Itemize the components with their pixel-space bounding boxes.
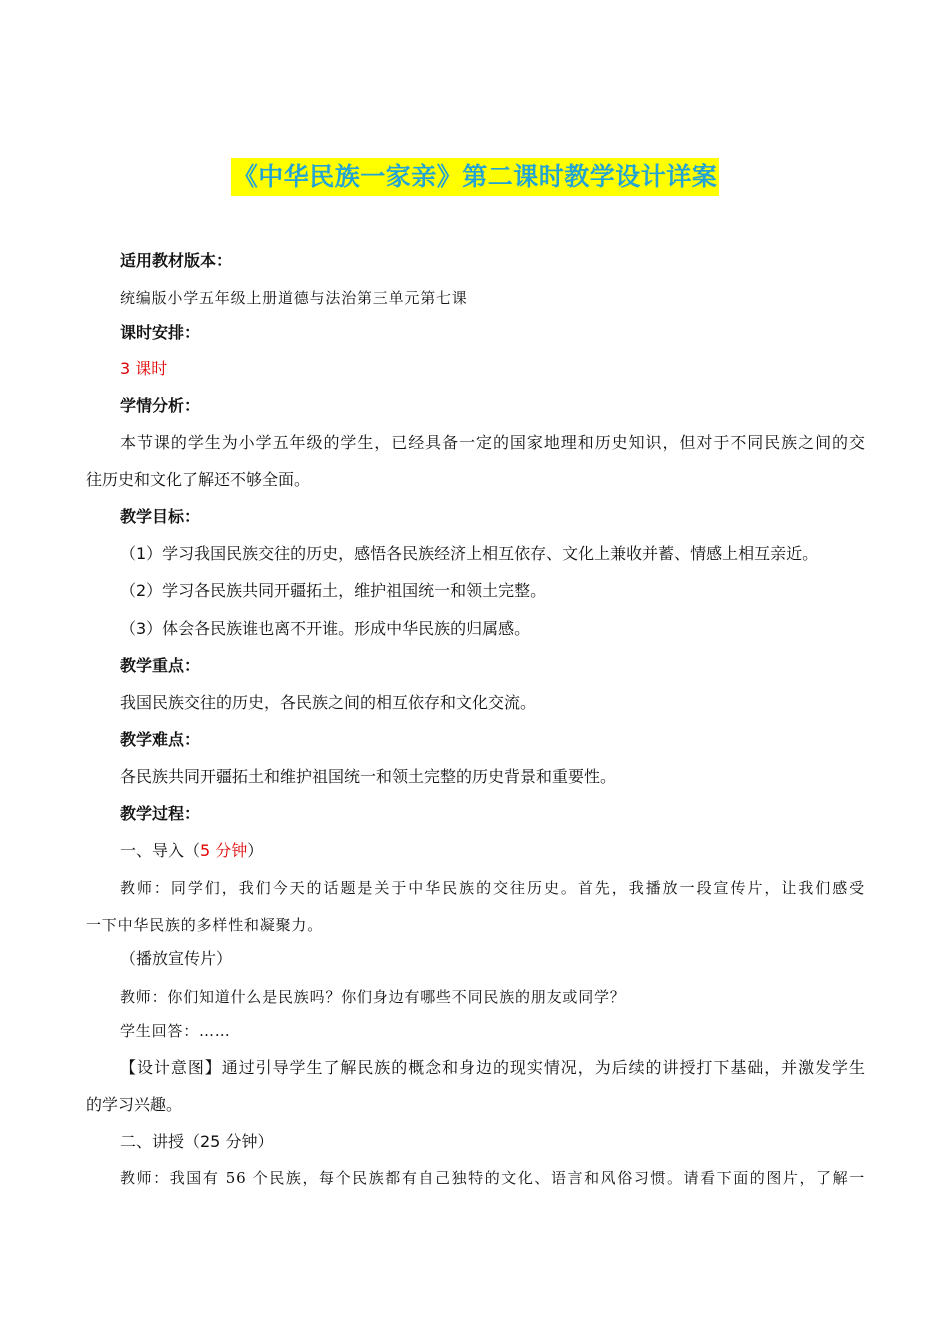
step1-heading <box>120 840 263 862</box>
analysis-label: 学情分析： <box>120 396 201 415</box>
difficulties-value: 各民族共同开疆拓土和维护祖国统一和领土完整的历史背景和重要性。 <box>120 767 617 786</box>
key-points-label: 教学重点： <box>120 656 201 675</box>
textbook-label: 适用教材版本： <box>120 251 233 270</box>
step1-intent-line-1: 【设计意图】通过引导学生了解民族的概念和身边的现实情况，为后续的讲授打下基础，并激发学生 <box>120 1058 865 1077</box>
step1-student-answer: 学生回答：…… <box>120 1022 231 1040</box>
step1-heading-prefix: 一、导入（ <box>120 841 201 860</box>
step2-teacher-line-1: 教师：我国有 56 个民族，每个民族都有自己独特的文化、语言和风俗习惯。请看下面的图片，了解一 <box>120 1169 865 1187</box>
analysis-line-2: 往历史和文化了解还不够全面。 <box>86 470 311 489</box>
textbook-value: 统编版小学五年级上册道德与法治第三单元第七课 <box>120 289 468 307</box>
schedule-value: 3 课时 <box>120 359 168 378</box>
goal-item-3: （3）体会各民族谁也离不开谁。形成中华民族的归属感。 <box>120 619 531 638</box>
step2-heading: 二、讲授（25 分钟） <box>120 1132 274 1151</box>
step1-play-note: （播放宣传片） <box>120 949 233 968</box>
step1-heading-time: 5 分钟 <box>200 841 248 860</box>
step1-teacher1-line-2: 一下中华民族的多样性和凝聚力。 <box>86 916 324 934</box>
document-title: 《中华民族一家亲》第二课时教学设计详案 <box>231 158 720 196</box>
goal-item-2: （2）学习各民族共同开疆拓土，维护祖国统一和领土完整。 <box>120 581 547 600</box>
process-label: 教学过程： <box>120 804 201 823</box>
goal-item-1: （1）学习我国民族交往的历史，感悟各民族经济上相互依存、文化上兼收并蓄、情感上相互亲近。 <box>120 544 819 563</box>
goals-label: 教学目标： <box>120 507 201 526</box>
step1-teacher2: 教师：你们知道什么是民族吗？你们身边有哪些不同民族的朋友或同学？ <box>120 988 626 1006</box>
step1-intent-line-2: 的学习兴趣。 <box>86 1095 183 1114</box>
difficulties-label: 教学难点： <box>120 730 201 749</box>
step1-heading-suffix: ） <box>247 841 264 860</box>
schedule-label: 课时安排： <box>120 323 201 342</box>
title-container <box>0 158 950 196</box>
step1-teacher1-line-1: 教师：同学们，我们今天的话题是关于中华民族的交往历史。首先，我播放一段宣传片，让我们感受 <box>120 879 865 897</box>
key-points-value: 我国民族交往的历史，各民族之间的相互依存和文化交流。 <box>120 693 537 712</box>
analysis-line-1: 本节课的学生为小学五年级的学生，已经具备一定的国家地理和历史知识，但对于不同民族之间的交 <box>120 433 865 452</box>
